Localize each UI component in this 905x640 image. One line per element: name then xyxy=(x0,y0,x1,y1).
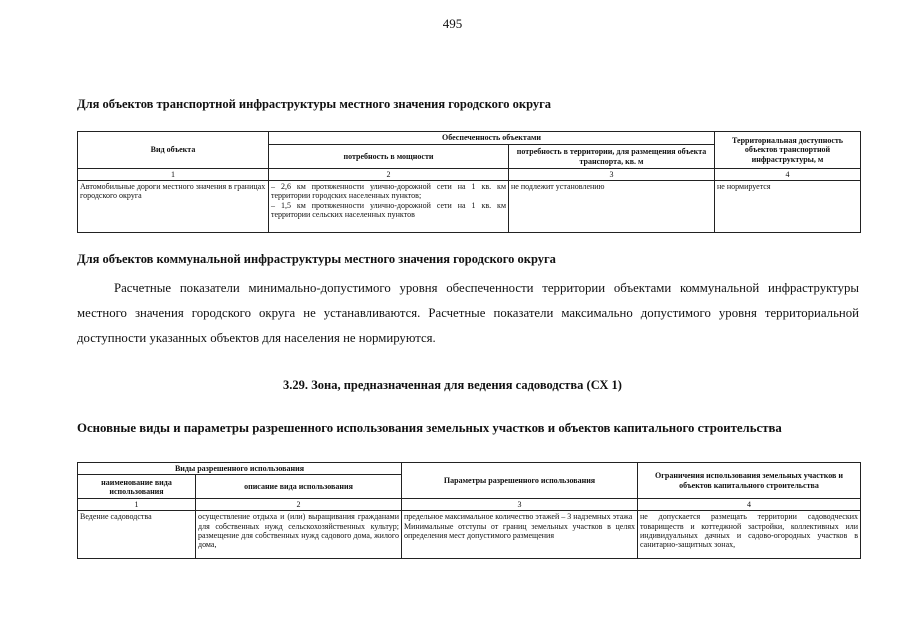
min-setbacks: Минимальные отступы от границ земельных участков в целях определения мест допустимого размещения xyxy=(404,521,636,540)
column-number: 2 xyxy=(196,499,402,511)
restrictions-cell: не допускается размещать территории садоводческих товариществ и коттеджной застройки, коллективных или индивидуальных дачных и садово-огородных участков в санитарно-защитных зонах, xyxy=(638,511,861,559)
transport-table xyxy=(77,131,861,233)
column-number: 3 xyxy=(402,499,638,511)
col-header-restrictions: Ограничения использования земельных участков и объектов капитального строительства xyxy=(638,463,861,499)
object-type-cell: Автомобильные дороги местного значения в границах городского округа xyxy=(78,181,269,233)
uses-heading: Основные виды и параметры разрешенного использования земельных участков и объектов капитального строительства xyxy=(77,421,782,435)
use-name-cell: Ведение садоводства xyxy=(78,511,196,559)
territory-cell: не подлежит установлению xyxy=(509,181,715,233)
section-title: 3.29. Зона, предназначенная для ведения садоводства (СХ 1) xyxy=(283,378,622,392)
capacity-cell xyxy=(269,181,509,233)
max-floors: предельное максимальное количество этажей – 3 надземных этажа xyxy=(404,512,633,522)
column-number: 1 xyxy=(78,169,269,181)
col-header-use-description: описание вида использования xyxy=(196,475,402,499)
col-header-accessibility: Территориальная доступность объектов транспортной инфраструктуры, м xyxy=(715,132,861,169)
use-description-cell: осуществление отдыха и (или) выращивания гражданами для собственных нужд сельскохозяйственных культур; размещение для собственных нужд садового дома, жилого дома, xyxy=(196,511,402,559)
communal-heading: Для объектов коммунальной инфраструктуры местного значения городского округа xyxy=(77,252,556,266)
col-header-provision: Обеспеченность объектами xyxy=(269,132,715,145)
col-header-use-types: Виды разрешенного использования xyxy=(78,463,402,475)
col-header-use-name: наименование вида использования xyxy=(78,475,196,499)
capacity-urban: – 2,6 км протяженности улично-дорожной сети на 1 кв. км территории городских населенных пунктов; xyxy=(271,182,506,201)
uses-table xyxy=(77,462,861,559)
parameters-cell xyxy=(402,511,638,559)
table-row xyxy=(78,181,861,233)
communal-paragraph: Расчетные показатели минимально-допустимого уровня обеспеченности территории объектами коммунальной инфраструктуры местного значения городского округа не устанавливаются. Расчетные показатели максимально допустимого уровня территориальной доступности указанных объектов для населения не нормируются. xyxy=(77,281,859,345)
accessibility-cell: не нормируется xyxy=(715,181,861,233)
page-number: 495 xyxy=(442,16,463,31)
transport-heading: Для объектов транспортной инфраструктуры местного значения городского округа xyxy=(77,97,552,111)
column-number: 4 xyxy=(715,169,861,181)
column-number: 3 xyxy=(509,169,715,181)
column-number: 1 xyxy=(78,499,196,511)
capacity-rural: – 1,5 км протяженности улично-дорожной сети на 1 кв. км территории сельских населенных пунктов xyxy=(271,200,506,219)
col-header-parameters: Параметры разрешенного использования xyxy=(402,463,638,499)
col-header-capacity: потребность в мощности xyxy=(269,145,509,169)
column-number: 4 xyxy=(638,499,861,511)
col-header-territory: потребность в территории, для размещения объекта транспорта, кв. м xyxy=(509,145,715,169)
table-row xyxy=(78,511,861,559)
column-number: 2 xyxy=(269,169,509,181)
col-header-object-type: Вид объекта xyxy=(78,132,269,169)
